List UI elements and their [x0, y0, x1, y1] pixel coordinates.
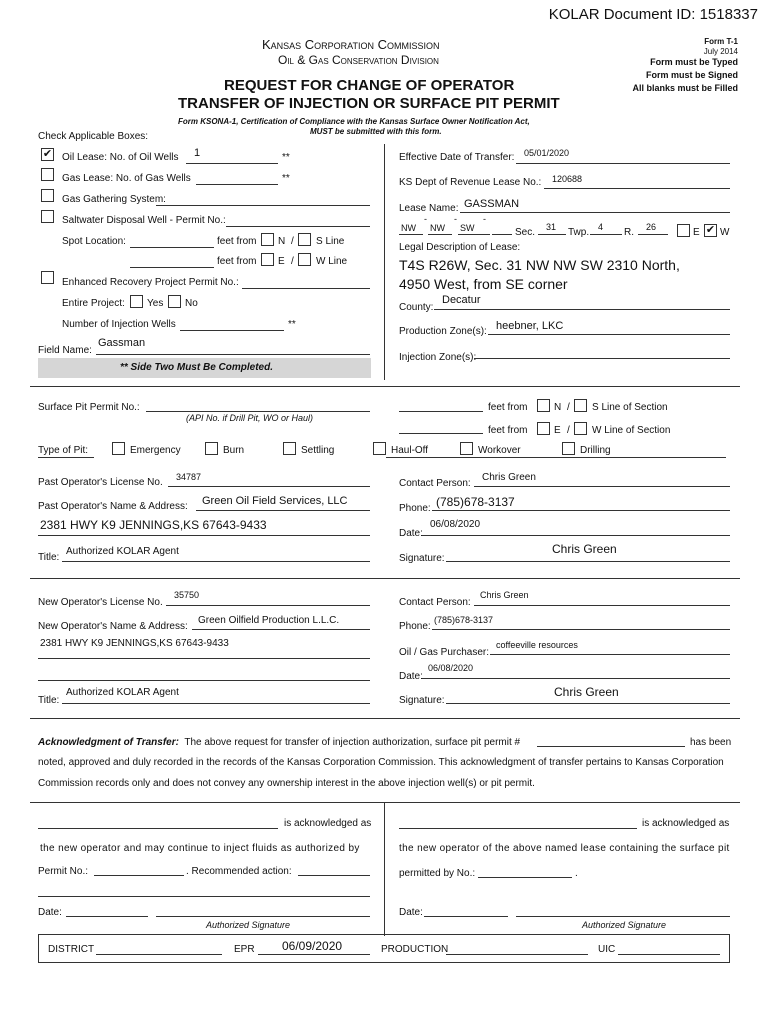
- ack-lead: Acknowledgment of Transfer:: [38, 737, 179, 748]
- production-zone-label: Production Zone(s):: [399, 326, 487, 337]
- check-boxes-label: Check Applicable Boxes:: [38, 131, 149, 142]
- spot-e-label: E: [278, 256, 285, 267]
- ack-left-auth-sig: Authorized Signature: [206, 920, 291, 930]
- new-title-label: Title:: [38, 695, 60, 706]
- past-license-value[interactable]: 34787: [176, 472, 202, 482]
- range-e-label: E: [693, 227, 700, 238]
- new-title-value[interactable]: Authorized KOLAR Agent: [66, 687, 179, 698]
- oil-lease-checkbox[interactable]: ✔: [42, 148, 53, 160]
- new-contact-label: Contact Person:: [399, 597, 471, 608]
- requirement-typed: Form must be Typed: [650, 57, 738, 67]
- form-title-line1: REQUEST FOR CHANGE OF OPERATOR: [224, 77, 515, 94]
- side-two-note: ** Side Two Must Be Completed.: [120, 362, 273, 373]
- spot-n-label: N: [278, 236, 286, 247]
- entire-yes-label: Yes: [147, 298, 164, 309]
- lease-name-value[interactable]: GASSMAN: [464, 198, 520, 210]
- division-name: Oil & Gas Conservation Division: [278, 53, 439, 67]
- production-label: PRODUCTION: [381, 944, 449, 955]
- pit-workover-label: Workover: [478, 445, 521, 456]
- swd-label: Saltwater Disposal Well - Permit No.:: [62, 215, 226, 226]
- range-value[interactable]: 26: [646, 222, 657, 232]
- district-label: DISTRICT: [48, 944, 95, 955]
- ack-has-been: has been: [690, 737, 732, 748]
- field-name-value[interactable]: Gassman: [98, 337, 146, 349]
- new-license-label: New Operator's License No.: [38, 597, 163, 608]
- field-name-label: Field Name:: [38, 345, 92, 356]
- injection-wells-stars: **: [288, 319, 296, 330]
- past-title-label: Title:: [38, 552, 60, 563]
- ack-text-1: The above request for transfer of injection authorization, surface pit permit #: [184, 737, 521, 748]
- ack-recommended-action: . Recommended action:: [186, 866, 292, 877]
- spot-e-checkbox[interactable]: [261, 253, 274, 266]
- slash: /: [291, 256, 294, 267]
- range-w-label: W: [720, 227, 730, 238]
- document-id: KOLAR Document ID: 1518337: [548, 6, 758, 23]
- past-title-value[interactable]: Authorized KOLAR Agent: [66, 546, 179, 557]
- oil-wells-value[interactable]: 1: [194, 147, 201, 159]
- eor-checkbox[interactable]: [41, 271, 54, 284]
- ack-text-2: noted, approved and duly recorded in the records of the Kansas Corporation Commission. This acknowledgment of transfer pertains to Kansas Corporation: [38, 757, 724, 768]
- pit-feet-from-2: feet from: [488, 425, 528, 436]
- pit-emergency-checkbox[interactable]: [112, 442, 125, 455]
- form-number: Form T-1: [704, 37, 738, 46]
- pit-feet-from-1: feet from: [488, 402, 528, 413]
- effective-date-value[interactable]: 05/01/2020: [524, 148, 570, 158]
- pit-hauloff-checkbox[interactable]: [373, 442, 386, 455]
- twp-value[interactable]: 4: [598, 222, 604, 232]
- quarter-3[interactable]: SW: [460, 223, 475, 233]
- entire-no-checkbox[interactable]: [168, 295, 181, 308]
- pit-n-checkbox[interactable]: [537, 399, 550, 412]
- pit-drilling-checkbox[interactable]: [562, 442, 575, 455]
- lease-name-label: Lease Name:: [399, 203, 459, 214]
- spot-w-checkbox[interactable]: [298, 253, 311, 266]
- oil-wells-stars: **: [282, 152, 290, 163]
- county-value[interactable]: Decatur: [442, 294, 481, 306]
- ks-lease-value[interactable]: 120688: [552, 174, 583, 184]
- uic-label: UIC: [598, 944, 616, 955]
- pit-burn-label: Burn: [223, 445, 245, 456]
- slash: /: [291, 236, 294, 247]
- ack-left-is-ack: is acknowledged as: [284, 818, 372, 829]
- twp-label: Twp.: [568, 227, 590, 238]
- spot-s-checkbox[interactable]: [298, 233, 311, 246]
- gas-lease-checkbox[interactable]: [41, 168, 54, 181]
- quarter-dash: -: [424, 214, 427, 224]
- past-phone-value[interactable]: (785)678-3137: [436, 495, 515, 509]
- legal-description-line2[interactable]: 4950 West, from SE corner: [399, 276, 568, 292]
- ack-right-date-label: Date:: [399, 907, 423, 918]
- sec-value[interactable]: 31: [546, 222, 557, 232]
- slash: /: [567, 425, 570, 436]
- new-date-label: Date:: [399, 671, 423, 682]
- ksona-note-2: MUST be submitted with this form.: [310, 127, 442, 136]
- api-note: (API No. if Drill Pit, WO or Haul): [186, 413, 314, 423]
- pit-emergency-label: Emergency: [130, 445, 181, 456]
- form-date: July 2014: [703, 47, 738, 56]
- pit-burn-checkbox[interactable]: [205, 442, 218, 455]
- requirement-filled: All blanks must be Filled: [632, 83, 738, 93]
- new-license-value[interactable]: 35750: [174, 590, 200, 600]
- pit-e-checkbox[interactable]: [537, 422, 550, 435]
- ack-permit-no-label: Permit No.:: [38, 866, 89, 877]
- range-w-checkbox[interactable]: ✔: [705, 224, 716, 236]
- entire-project-label: Entire Project:: [62, 298, 125, 309]
- new-address[interactable]: 2381 HWY K9 JENNINGS,KS 67643-9433: [40, 638, 229, 649]
- swd-checkbox[interactable]: [41, 210, 54, 223]
- pit-e-label: E: [554, 425, 561, 436]
- injection-zone-label: Injection Zone(s):: [399, 352, 477, 363]
- production-zone-value[interactable]: heebner, LKC: [496, 320, 564, 332]
- past-name-value[interactable]: Green Oil Field Services, LLC: [202, 495, 348, 507]
- pit-type-label: Type of Pit:: [38, 445, 89, 456]
- eor-label: Enhanced Recovery Project Permit No.:: [62, 277, 239, 288]
- ksona-note: Form KSONA-1, Certification of Compliance with the Kansas Surface Owner Notification Act,: [178, 117, 530, 126]
- past-date-label: Date:: [399, 528, 423, 539]
- quarter-dash: -: [454, 214, 457, 224]
- form-title-line2: TRANSFER OF INJECTION OR SURFACE PIT PERMIT: [178, 95, 560, 112]
- ack-permitted-by-label: permitted by No.:: [399, 868, 476, 879]
- ack-right-auth-sig: Authorized Signature: [582, 920, 667, 930]
- ack-paragraph-line1: [38, 737, 520, 748]
- past-license-label: Past Operator's License No.: [38, 477, 163, 488]
- requirement-signed: Form must be Signed: [645, 70, 738, 80]
- new-date-value[interactable]: 06/08/2020: [428, 663, 474, 673]
- new-phone-value[interactable]: (785)678-3137: [434, 615, 494, 625]
- pit-s-checkbox[interactable]: [574, 399, 587, 412]
- effective-date-label: Effective Date of Transfer:: [399, 152, 515, 163]
- range-label: R.: [624, 227, 634, 238]
- past-contact-label: Contact Person:: [399, 478, 471, 489]
- spot-feet-from-1: feet from: [217, 236, 257, 247]
- epr-label: EPR: [234, 944, 255, 955]
- spot-w-line-label: W Line: [316, 256, 348, 267]
- surface-pit-label: Surface Pit Permit No.:: [38, 402, 140, 413]
- past-contact-value[interactable]: Chris Green: [482, 472, 536, 483]
- purchaser-value[interactable]: coffeeville resources: [496, 640, 578, 650]
- pit-w-checkbox[interactable]: [574, 422, 587, 435]
- quarter-dash: -: [483, 214, 486, 224]
- ack-left-date-label: Date:: [38, 907, 62, 918]
- oil-lease-label: Oil Lease: No. of Oil Wells: [62, 152, 179, 163]
- past-date-value[interactable]: 06/08/2020: [430, 519, 481, 530]
- past-address[interactable]: 2381 HWY K9 JENNINGS,KS 67643-9433: [40, 518, 267, 532]
- gas-wells-stars: **: [282, 173, 290, 184]
- sec-label: Sec.: [515, 227, 536, 238]
- spot-s-line-label: S Line: [316, 236, 345, 247]
- ack-text-3: Commission records only and does not convey any ownership interest in the above injection well(s) or pit permit.: [38, 778, 535, 789]
- new-name-label: New Operator's Name & Address:: [38, 621, 188, 632]
- entire-no-label: No: [185, 298, 198, 309]
- slash: /: [567, 402, 570, 413]
- gas-gathering-checkbox[interactable]: [41, 189, 54, 202]
- pit-w-section-label: W Line of Section: [592, 425, 671, 436]
- new-signature-label: Signature:: [399, 695, 445, 706]
- pit-n-label: N: [554, 402, 562, 413]
- epr-date-value[interactable]: 06/09/2020: [282, 939, 343, 953]
- past-signature-value[interactable]: Chris Green: [552, 542, 617, 556]
- spot-feet-from-2: feet from: [217, 256, 257, 267]
- county-label: County:: [399, 302, 434, 313]
- legal-description-line1[interactable]: T4S R26W, Sec. 31 NW NW SW 2310 North,: [399, 257, 680, 273]
- legal-description-label: Legal Description of Lease:: [399, 242, 521, 253]
- new-contact-value[interactable]: Chris Green: [480, 590, 529, 600]
- agency-name: Kansas Corporation Commission: [262, 37, 440, 52]
- ack-right-is-ack: is acknowledged as: [642, 818, 730, 829]
- ack-period: .: [575, 868, 578, 879]
- injection-wells-label: Number of Injection Wells: [62, 319, 176, 330]
- spot-location-label: Spot Location:: [62, 236, 126, 247]
- pit-settling-checkbox[interactable]: [283, 442, 296, 455]
- quarter-1[interactable]: NW: [401, 223, 416, 233]
- ack-left-new-operator: the new operator and may continue to inject fluids as authorized by: [40, 843, 360, 854]
- new-phone-label: Phone:: [399, 621, 431, 632]
- pit-settling-label: Settling: [301, 445, 335, 456]
- purchaser-label: Oil / Gas Purchaser:: [399, 647, 490, 658]
- gas-lease-label: Gas Lease: No. of Gas Wells: [62, 173, 191, 184]
- past-phone-label: Phone:: [399, 503, 431, 514]
- new-name-value[interactable]: Green Oilfield Production L.L.C.: [198, 615, 340, 626]
- pit-drilling-label: Drilling: [580, 445, 611, 456]
- gas-gathering-label: Gas Gathering System:: [62, 194, 166, 205]
- new-signature-value[interactable]: Chris Green: [554, 685, 619, 699]
- ks-lease-label: KS Dept of Revenue Lease No.:: [399, 177, 542, 188]
- past-name-label: Past Operator's Name & Address:: [38, 501, 188, 512]
- entire-yes-checkbox[interactable]: [130, 295, 143, 308]
- pit-hauloff-label: Haul-Off: [391, 445, 429, 456]
- range-e-checkbox[interactable]: [677, 224, 690, 237]
- quarter-2[interactable]: NW: [430, 223, 445, 233]
- spot-n-checkbox[interactable]: [261, 233, 274, 246]
- pit-s-section-label: S Line of Section: [592, 402, 668, 413]
- pit-workover-checkbox[interactable]: [460, 442, 473, 455]
- ack-right-new-operator: the new operator of the above named lease containing the surface pit: [399, 843, 730, 854]
- past-signature-label: Signature:: [399, 553, 445, 564]
